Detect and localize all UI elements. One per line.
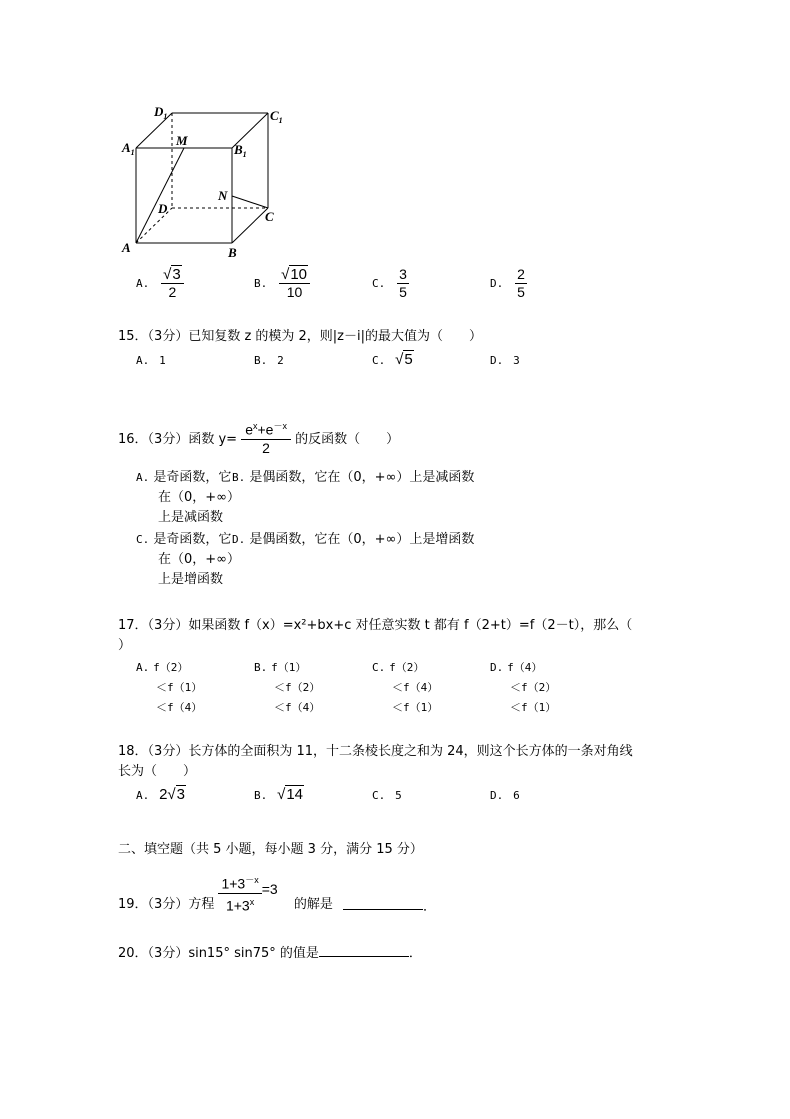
q19-answer-blank[interactable] <box>343 897 423 910</box>
q14-option-b[interactable]: B. $\frac{√10}{10}$ <box>254 266 310 301</box>
q16-option-c[interactable]: C. 是奇函数，它 在（0，+∞） 上是增函数 <box>136 532 240 587</box>
q17-option-a[interactable]: A. f（2） ＜f（1） ＜f（4） <box>136 661 203 714</box>
label-B1: $B_1$ <box>234 142 247 159</box>
q17-option-d[interactable]: D. f（4） ＜f（2） ＜f（1） <box>490 661 557 714</box>
q15-option-d[interactable]: D. 3 <box>490 354 520 367</box>
label-M: M <box>176 133 188 148</box>
q18-stem-line1: 18．（3分）长方体的全面积为 11，十二条棱长度之和为 24，则这个长方体的一条对角线 <box>118 744 633 759</box>
label-D1: $D_1$ <box>154 104 168 121</box>
label-A1: $A_1$ <box>122 140 135 157</box>
q17-stem-line1: 17．（3分）如果函数 f（x）=x²+bx+c 对任意实数 t 都有 f（2+t）=f（2－t），那么（ <box>118 618 633 633</box>
label-A: A <box>122 240 131 255</box>
q18-option-d[interactable]: D. 6 <box>490 789 520 802</box>
fraction: $\frac{√10}{10}$ <box>279 266 310 301</box>
q17-option-c[interactable]: C. f（2） ＜f（4） ＜f（1） <box>372 661 439 714</box>
label-C1: $C_1$ <box>270 108 283 125</box>
fraction: $\frac{3}{5}$ <box>399 266 407 300</box>
q16-option-b[interactable]: B. 是偶函数，它在（0，+∞）上是减函数 <box>232 470 475 485</box>
q14-option-d[interactable]: D. $\frac{2}{5}$ <box>490 266 525 300</box>
cube-figure <box>118 100 298 260</box>
q15-option-c[interactable]: C. √5 <box>372 351 413 368</box>
q18-option-a[interactable]: A. 2√3 <box>136 786 185 803</box>
label-D: D <box>158 201 168 216</box>
q15-option-b[interactable]: B. 2 <box>254 354 284 367</box>
q14-option-c[interactable]: C. $\frac{3}{5}$ <box>372 266 407 300</box>
label-C: C <box>265 209 274 224</box>
q14-option-a[interactable]: A. $\frac{√3}{2}$ <box>136 266 184 301</box>
q15-stem: 15．（3分）已知复数 z 的模为 2，则|z－i|的最大值为（ ） <box>118 329 483 344</box>
q18-option-c[interactable]: C. 5 <box>372 789 402 802</box>
q16-stem: 16．（3分）函数 y= $\frac{e^x+e^{-x}}{2}$ 的反函数（ ） <box>118 418 399 457</box>
q18-stem-line2: 长为（ ） <box>118 764 197 779</box>
q16-fraction: $\frac{e^x+e^{-x}}{2}$ <box>241 418 291 457</box>
q20-stem: 20．（3分）sin15° sin75° 的值是 ． <box>118 946 422 961</box>
q15-option-a[interactable]: A. 1 <box>136 354 166 367</box>
fraction: $\frac{2}{5}$ <box>517 266 525 300</box>
q20-answer-blank[interactable] <box>319 944 409 957</box>
section2-title: 二、填空题（共 5 小题，每小题 3 分，满分 15 分） <box>118 842 423 857</box>
label-B: B <box>228 245 237 260</box>
q18-option-b[interactable]: B. √14 <box>254 786 303 803</box>
q19-stem: 19．（3分）方程 $\frac{1+3^{-x}}{1+3^x}$ =3 的解是 ． <box>118 872 436 914</box>
label-N: N <box>218 188 228 203</box>
q19-fraction: $\frac{1+3^{-x}}{1+3^x}$ <box>218 872 261 914</box>
q16-option-a[interactable]: A. 是奇函数，它 在（0，+∞） 上是减函数 <box>136 470 240 525</box>
q16-option-d[interactable]: D. 是偶函数，它在（0，+∞）上是增函数 <box>232 532 475 547</box>
q17-option-b[interactable]: B. f（1） ＜f（2） ＜f（4） <box>254 661 321 714</box>
q17-stem-line2: ） <box>118 638 132 653</box>
cube-diagram-icon <box>118 100 298 260</box>
fraction: $\frac{√3}{2}$ <box>161 266 184 301</box>
